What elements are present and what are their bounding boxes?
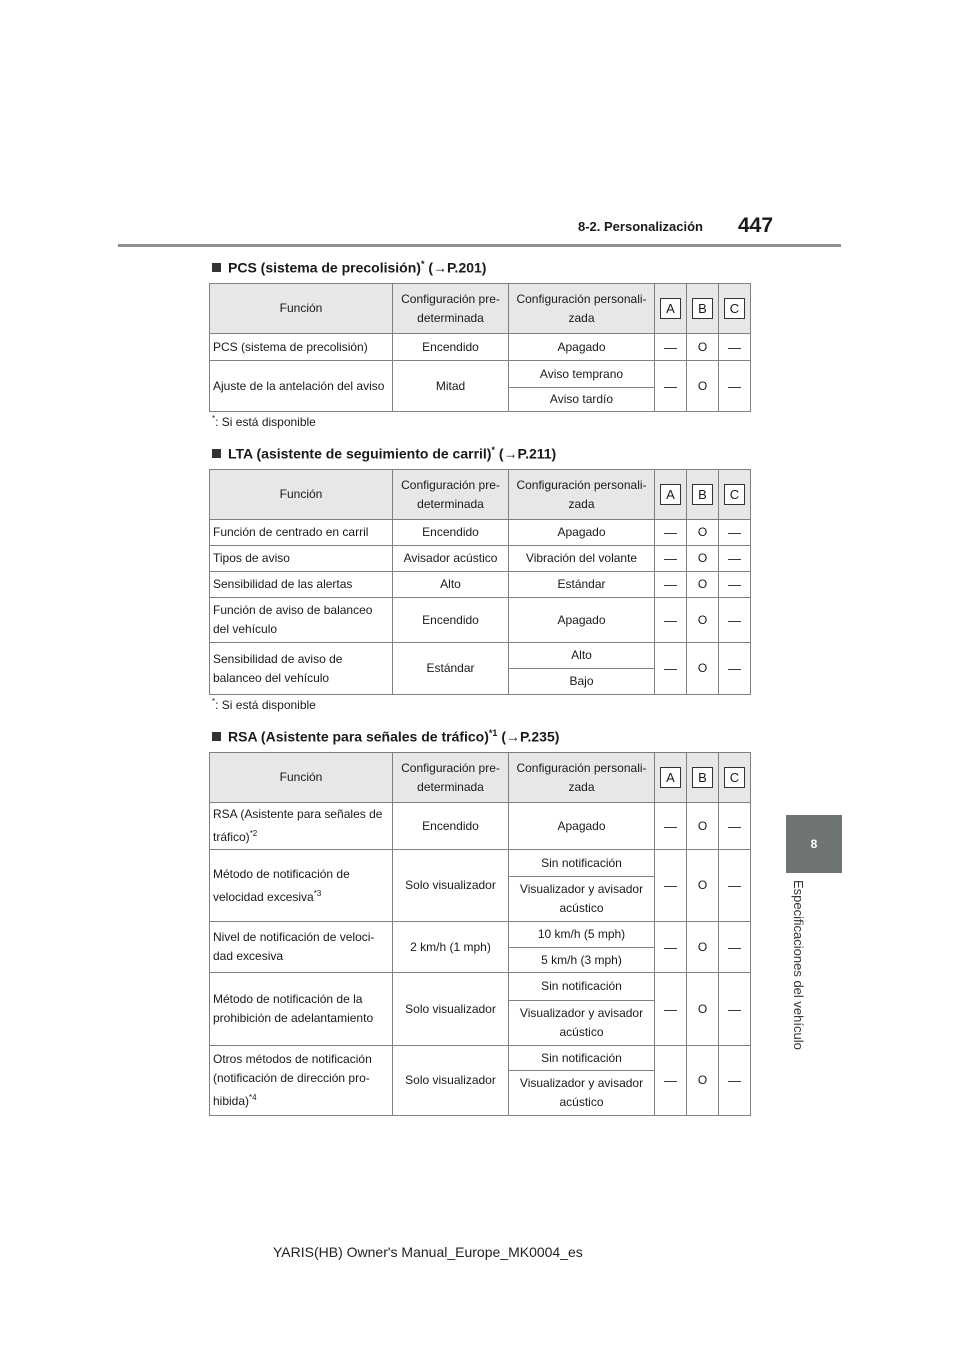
cell-default: Solo visualizador (393, 973, 509, 1046)
header-c: C (719, 284, 751, 334)
header-b: B (687, 470, 719, 520)
cell-c: — (719, 520, 751, 546)
cell-default: Encendido (393, 334, 509, 361)
cell-c: — (719, 572, 751, 598)
header-function: Función (210, 753, 393, 803)
cell-custom: Aviso tardío (509, 388, 655, 412)
table-header-row (210, 470, 751, 520)
cell-b: O (687, 334, 719, 361)
table-row (210, 361, 751, 388)
cell-function: Función de centrado en carril (210, 520, 393, 546)
cell-function: Método de notificación de la prohibición de adelantamiento (210, 973, 393, 1046)
cell-custom: Estándar (509, 572, 655, 598)
table-row (210, 850, 751, 877)
cell-function: Otros métodos de notificación (notificación de dirección pro-hibida)$^{*4}$ (210, 1046, 393, 1116)
cell-custom: Visualizador y avisador acústico (509, 1001, 655, 1046)
cell-default: Encendido (393, 520, 509, 546)
cell-b: O (687, 643, 719, 695)
header-custom: Configuración personali-zada (509, 470, 655, 520)
cell-function: Función de aviso de balanceo del vehículo (210, 598, 393, 643)
header-a: A (655, 470, 687, 520)
cell-custom: Bajo (509, 669, 655, 695)
header-function: Función (210, 284, 393, 334)
table-row (210, 598, 751, 643)
cell-function: RSA (Asistente para señales de tráfico)$^{*2}$ (210, 803, 393, 850)
page-number: 447 (738, 214, 774, 237)
header-default: Configuración pre-determinada (393, 284, 509, 334)
cell-b: O (687, 598, 719, 643)
cell-b: O (687, 546, 719, 572)
cell-default: Encendido (393, 598, 509, 643)
cell-function: Sensibilidad de aviso de balanceo del vehículo (210, 643, 393, 695)
lta-section-title: LTA (asistente de seguimiento de carril)* (→P.211) (212, 445, 556, 462)
cell-c: — (719, 334, 751, 361)
cell-c: — (719, 1046, 751, 1116)
cell-function: Ajuste de la antelación del aviso (210, 361, 393, 412)
cell-b: O (687, 803, 719, 850)
cell-c: — (719, 850, 751, 922)
cell-default: Alto (393, 572, 509, 598)
header-custom: Configuración personali-zada (509, 753, 655, 803)
cell-function: Tipos de aviso (210, 546, 393, 572)
cell-a: — (655, 598, 687, 643)
cell-b: O (687, 850, 719, 922)
cell-custom: Apagado (509, 520, 655, 546)
cell-custom: Visualizador y avisador acústico (509, 1071, 655, 1116)
cell-b: O (687, 922, 719, 973)
cell-c: — (719, 803, 751, 850)
cell-b: O (687, 520, 719, 546)
cell-b: O (687, 973, 719, 1046)
cell-custom: Alto (509, 643, 655, 669)
cell-c: — (719, 973, 751, 1046)
table-header-row (210, 284, 751, 334)
pcs-section-title: PCS (sistema de precolisión)* (→P.201) (212, 259, 486, 276)
rsa-section-title: RSA (Asistente para señales de tráfico)$^{*1}$ (→P.235) (212, 728, 559, 745)
cell-function: Sensibilidad de las alertas (210, 572, 393, 598)
cell-a: — (655, 1046, 687, 1116)
cell-default: Solo visualizador (393, 1046, 509, 1116)
header-c: C (719, 470, 751, 520)
cell-a: — (655, 546, 687, 572)
cell-custom: Vibración del volante (509, 546, 655, 572)
header-custom: Configuración personali-zada (509, 284, 655, 334)
cell-b: O (687, 572, 719, 598)
cell-custom: Apagado (509, 803, 655, 850)
cell-default: Mitad (393, 361, 509, 412)
cell-c: — (719, 361, 751, 412)
cell-custom: Apagado (509, 598, 655, 643)
cell-a: — (655, 973, 687, 1046)
cell-custom: 10 km/h (5 mph) (509, 922, 655, 948)
cell-a: — (655, 643, 687, 695)
cell-function: Método de notificación de velocidad excesiva$^{*3}$ (210, 850, 393, 922)
section-heading: 8-2. Personalización (578, 219, 703, 234)
header-a: A (655, 753, 687, 803)
cell-c: — (719, 922, 751, 973)
cell-a: — (655, 803, 687, 850)
cell-default: Avisador acústico (393, 546, 509, 572)
table-row (210, 1046, 751, 1071)
lta-footnote: *: Si está disponible (212, 697, 316, 712)
square-bullet-icon (212, 263, 221, 272)
header-divider (118, 244, 841, 247)
cell-c: — (719, 643, 751, 695)
table-header-row (210, 753, 751, 803)
cell-a: — (655, 850, 687, 922)
table-row (210, 643, 751, 669)
cell-default: 2 km/h (1 mph) (393, 922, 509, 973)
cell-b: O (687, 1046, 719, 1116)
square-bullet-icon (212, 449, 221, 458)
cell-custom: Visualizador y avisador acústico (509, 877, 655, 922)
header-default: Configuración pre-determinada (393, 470, 509, 520)
cell-custom: Sin notificación (509, 1046, 655, 1071)
table-row (210, 520, 751, 546)
cell-a: — (655, 572, 687, 598)
cell-custom: Apagado (509, 334, 655, 361)
cell-custom: 5 km/h (3 mph) (509, 948, 655, 973)
chapter-title: Especificaciones del vehículo (791, 880, 806, 1050)
chapter-tab: 8 (786, 815, 842, 873)
header-default: Configuración pre-determinada (393, 753, 509, 803)
pcs-footnote: *: Si está disponible (212, 414, 316, 429)
table-row (210, 803, 751, 850)
cell-b: O (687, 361, 719, 412)
header-b: B (687, 284, 719, 334)
cell-custom: Aviso temprano (509, 361, 655, 388)
header-function: Función (210, 470, 393, 520)
cell-a: — (655, 520, 687, 546)
cell-custom: Sin notificación (509, 850, 655, 877)
cell-c: — (719, 598, 751, 643)
cell-function: Nivel de notificación de veloci-dad excesiva (210, 922, 393, 973)
table-row (210, 973, 751, 1001)
table-row (210, 922, 751, 948)
cell-a: — (655, 334, 687, 361)
table-row (210, 334, 751, 361)
table-row (210, 572, 751, 598)
cell-a: — (655, 922, 687, 973)
square-bullet-icon (212, 732, 221, 741)
cell-function: PCS (sistema de precolisión) (210, 334, 393, 361)
header-a: A (655, 284, 687, 334)
rsa-table (209, 752, 751, 1116)
footer-manual-id: YARIS(HB) Owner's Manual_Europe_MK0004_es (273, 1244, 583, 1260)
cell-default: Encendido (393, 803, 509, 850)
pcs-table (209, 283, 751, 412)
cell-default: Estándar (393, 643, 509, 695)
cell-custom: Sin notificación (509, 973, 655, 1001)
lta-table (209, 469, 751, 695)
cell-c: — (719, 546, 751, 572)
table-row (210, 546, 751, 572)
cell-default: Solo visualizador (393, 850, 509, 922)
cell-a: — (655, 361, 687, 412)
header-c: C (719, 753, 751, 803)
header-b: B (687, 753, 719, 803)
